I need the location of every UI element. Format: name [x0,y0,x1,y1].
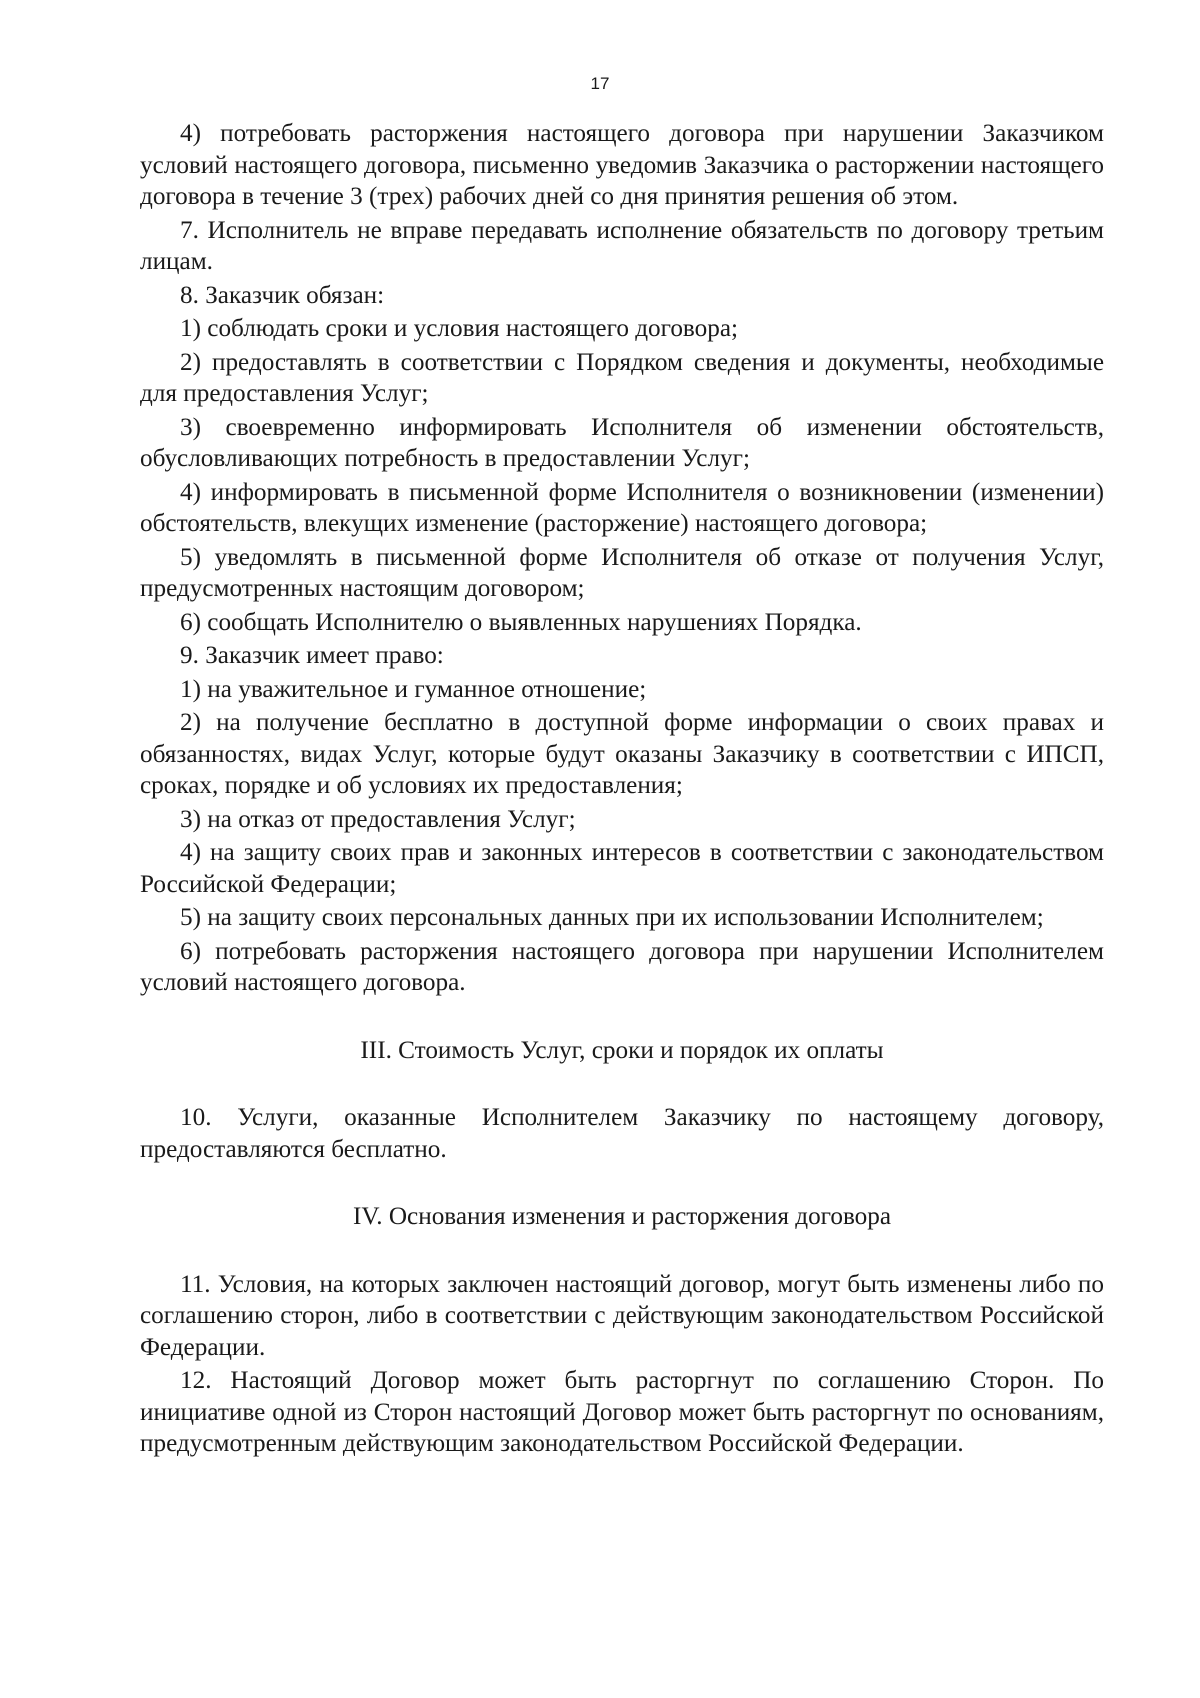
paragraph: 7. Исполнитель не вправе передавать исполнение обязательств по договору третьим лицам. [140,216,1104,275]
paragraph: 4) на защиту своих прав и законных интересов в соответствии с законодательством Российской Федерации; [140,839,1104,898]
page-number: 17 [590,74,610,93]
paragraph: 4) информировать в письменной форме Исполнителя о возникновении (изменении) обстоятельств, влекущих изменение (расторжение) настоящего договора; [140,478,1104,537]
paragraph: 9. Заказчик имеет право: [180,642,444,669]
paragraph: 6) сообщать Исполнителю о выявленных нарушениях Порядка. [180,608,862,636]
paragraph: 3) на отказ от предоставления Услуг; [180,805,576,833]
paragraph: 4) потребовать расторжения настоящего договора при нарушении Заказчиком условий настоящего договора, письменно уведомив Заказчика о расторжении настоящего договора в течение 3 (трех) рабочих дней со дня принятия решения об этом. [140,120,1104,210]
paragraph: 3) своевременно информировать Исполнителя об изменении обстоятельств, обусловливающих потребность в предоставлении Услуг; [140,413,1104,472]
paragraph: 2) на получение бесплатно в доступной форме информации о своих правах и обязанностях, видах Услуг, которые будут оказаны Заказчику в соответствии с ИПСП, сроках, порядке и об условиях их предоставления; [140,709,1104,799]
section-heading: III. Стоимость Услуг, сроки и порядок их оплаты [360,1036,884,1064]
paragraph: 5) уведомлять в письменной форме Исполнителя об отказе от получения Услуг, предусмотренных настоящим договором; [140,543,1104,602]
paragraph: 8. Заказчик обязан: [180,281,385,309]
paragraph: 2) предоставлять в соответствии с Порядком сведения и документы, необходимые для предоставления Услуг; [140,348,1104,407]
section-heading: IV. Основания изменения и расторжения договора [352,1203,892,1230]
paragraph: 1) соблюдать сроки и условия настоящего договора; [180,315,738,342]
paragraph: 10. Услуги, оказанные Исполнителем Заказчику по настоящему договору, предоставляются бесплатно. [140,1104,1104,1163]
paragraph: 6) потребовать расторжения настоящего договора при нарушении Исполнителем условий настоящего договора. [140,937,1104,996]
paragraph: 1) на уважительное и гуманное отношение; [180,675,647,703]
paragraph: 11. Условия, на которых заключен настоящий договор, могут быть изменены либо по соглашению сторон, либо в соответствии с действующим законодательством Российской Федерации. [140,1270,1104,1361]
paragraph: 12. Настоящий Договор может быть расторгнут по соглашению Сторон. По инициативе одной из Сторон настоящий Договор может быть расторгнут по основаниям, предусмотренным действующим законодательством Российской Федерации. [140,1367,1104,1457]
document-body [140,118,1104,1462]
paragraph: 5) на защиту своих персональных данных при их использовании Исполнителем; [180,904,1044,931]
